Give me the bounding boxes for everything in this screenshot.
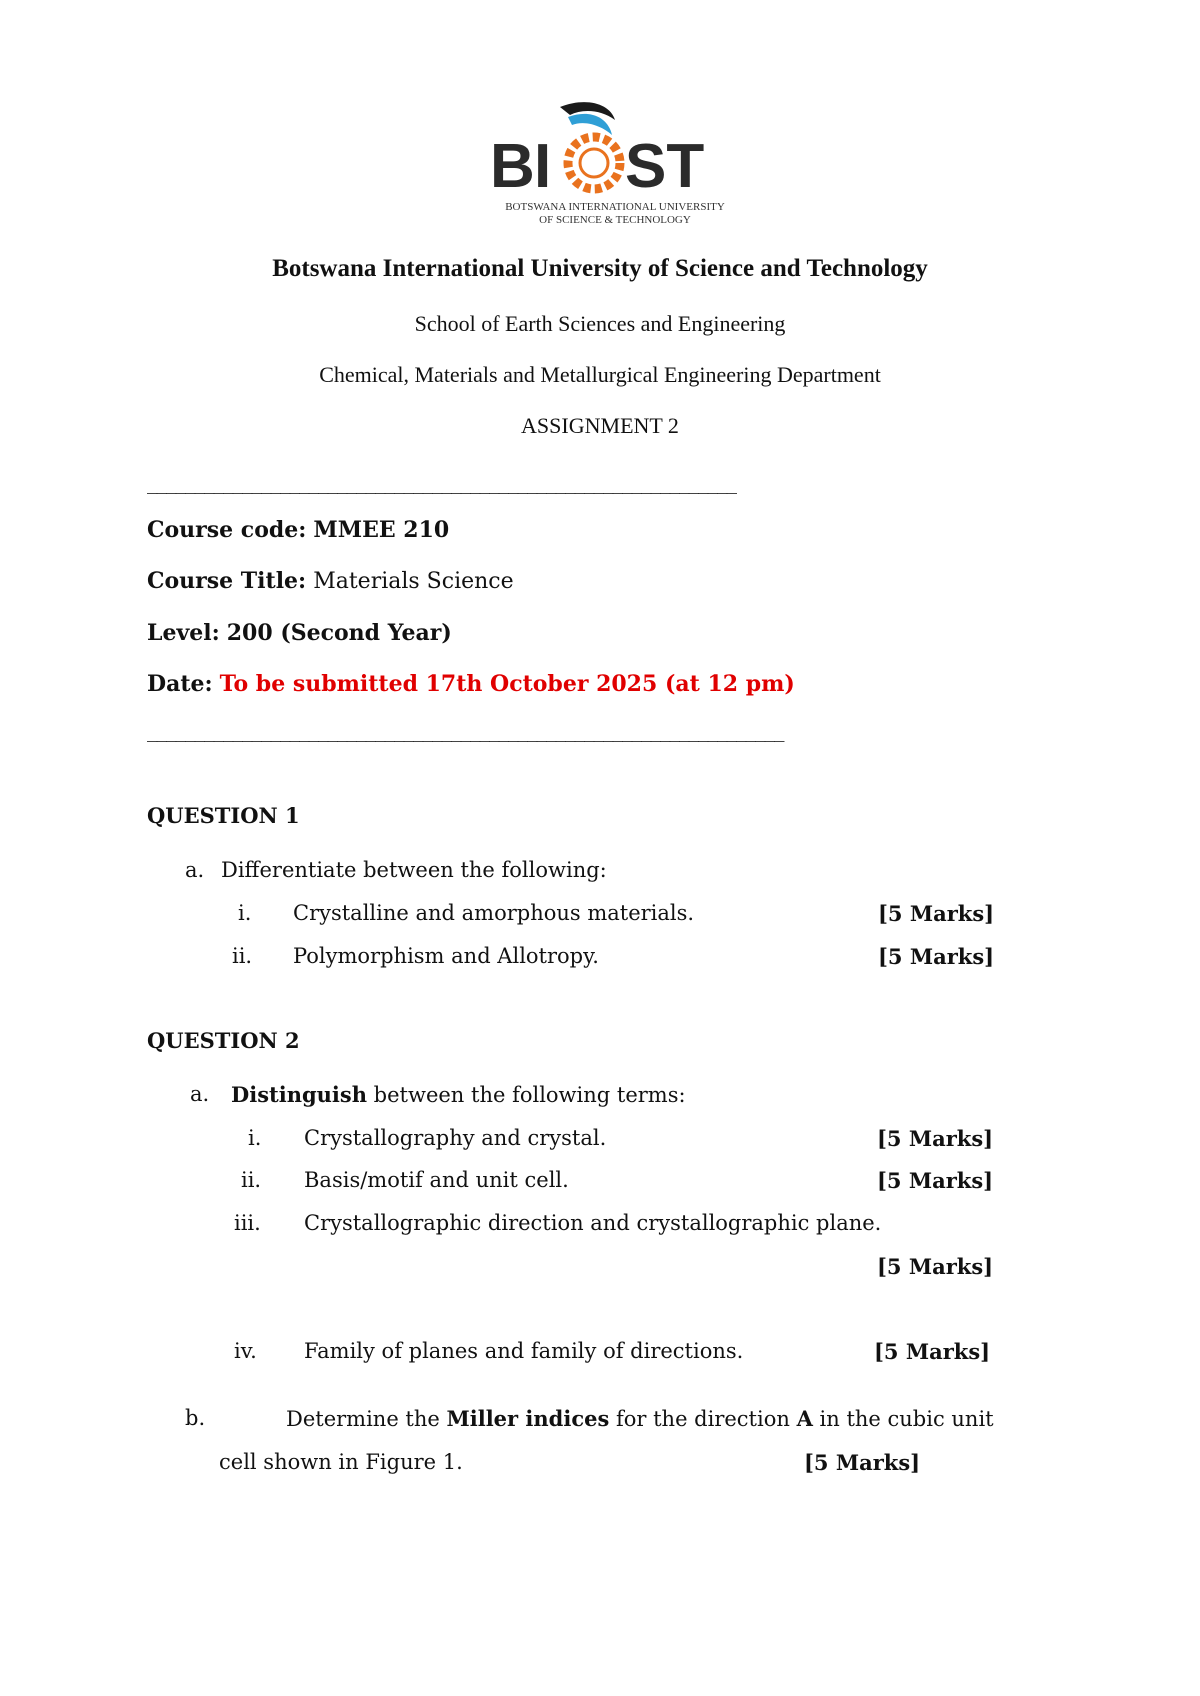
- university-name: Botswana International University of Science and Technology: [272, 255, 928, 282]
- q1-a-label: a.: [185, 858, 205, 882]
- q1-item-text: Crystalline and amorphous materials.: [293, 901, 695, 925]
- q2-b-post: in the cubic unit: [812, 1407, 994, 1431]
- q2-b-bold-a: A: [796, 1406, 813, 1431]
- q2-item-num: i.: [248, 1126, 262, 1150]
- course-code-line: [147, 517, 449, 543]
- course-title-value: Materials Science: [313, 569, 514, 594]
- q2-item-num: ii.: [241, 1168, 262, 1192]
- divider-bottom: ___________________________________________________________________: [147, 718, 784, 742]
- date-line: [147, 671, 795, 697]
- q2-b-label: b.: [185, 1406, 206, 1430]
- q1-item-text: Polymorphism and Allotropy.: [293, 944, 599, 968]
- q2-item-marks: [5 Marks]: [877, 1254, 994, 1279]
- assignment-title: ASSIGNMENT 2: [521, 413, 679, 438]
- q2-item-num: iii.: [234, 1211, 261, 1235]
- svg-text:ST: ST: [625, 132, 705, 201]
- q2-a-bold: Distinguish: [231, 1082, 367, 1107]
- q2-b-marks: [5 Marks]: [804, 1450, 921, 1475]
- level-line: [147, 620, 452, 646]
- q2-b-text-line1: [286, 1406, 994, 1431]
- q2-item-marks: [5 Marks]: [877, 1126, 994, 1151]
- level-label: Level:: [147, 620, 220, 646]
- course-title-label: Course Title:: [147, 568, 307, 594]
- q2-item-text: Crystallography and crystal.: [304, 1126, 607, 1150]
- divider-top: ______________________________________________________________: [147, 470, 736, 494]
- svg-text:B: B: [490, 132, 535, 201]
- q2-item-text: Family of planes and family of directions.: [304, 1339, 744, 1363]
- university-logo: [490, 95, 740, 230]
- q2-b-pre: Determine the: [286, 1407, 447, 1431]
- course-code-label: Course code:: [147, 517, 307, 543]
- question-1-heading: QUESTION 1: [147, 803, 300, 828]
- q1-item-num: i.: [238, 901, 252, 925]
- q2-item-marks: [5 Marks]: [877, 1168, 994, 1193]
- q2-item-text: Basis/motif and unit cell.: [304, 1168, 569, 1192]
- q2-b-bold-miller: Miller indices: [446, 1406, 610, 1431]
- svg-text:I: I: [534, 132, 552, 201]
- svg-text:OF SCIENCE & TECHNOLOGY: OF SCIENCE & TECHNOLOGY: [539, 214, 691, 226]
- course-code-value: MMEE 210: [313, 517, 450, 543]
- course-title-line: [147, 568, 514, 594]
- q2-b-text-line2: cell shown in Figure 1.: [219, 1450, 463, 1474]
- question-2-heading: QUESTION 2: [147, 1028, 300, 1053]
- q2-a-text: [231, 1082, 686, 1107]
- q1-item-marks: [5 Marks]: [878, 901, 995, 926]
- biust-logo-icon: [490, 95, 740, 230]
- level-value: 200 (Second Year): [226, 620, 452, 646]
- department-name: Chemical, Materials and Metallurgical Engineering Department: [319, 362, 881, 387]
- date-value: To be submitted 17th October 2025 (at 12 pm): [219, 671, 795, 697]
- q2-a-rest: between the following terms:: [366, 1083, 686, 1107]
- school-name: School of Earth Sciences and Engineering: [414, 311, 786, 336]
- q2-item-marks: [5 Marks]: [874, 1339, 991, 1364]
- q1-item-marks: [5 Marks]: [878, 944, 995, 969]
- svg-text:BOTSWANA INTERNATIONAL UNIVERS: BOTSWANA INTERNATIONAL UNIVERSITY: [505, 201, 725, 213]
- q2-item-text: Crystallographic direction and crystallographic plane.: [304, 1211, 882, 1235]
- q2-item-num: iv.: [234, 1339, 257, 1363]
- date-label: Date:: [147, 671, 213, 697]
- q1-item-num: ii.: [232, 944, 253, 968]
- q2-a-label: a.: [190, 1082, 210, 1106]
- q2-b-mid: for the direction: [609, 1407, 797, 1431]
- q1-a-text: Differentiate between the following:: [221, 858, 607, 882]
